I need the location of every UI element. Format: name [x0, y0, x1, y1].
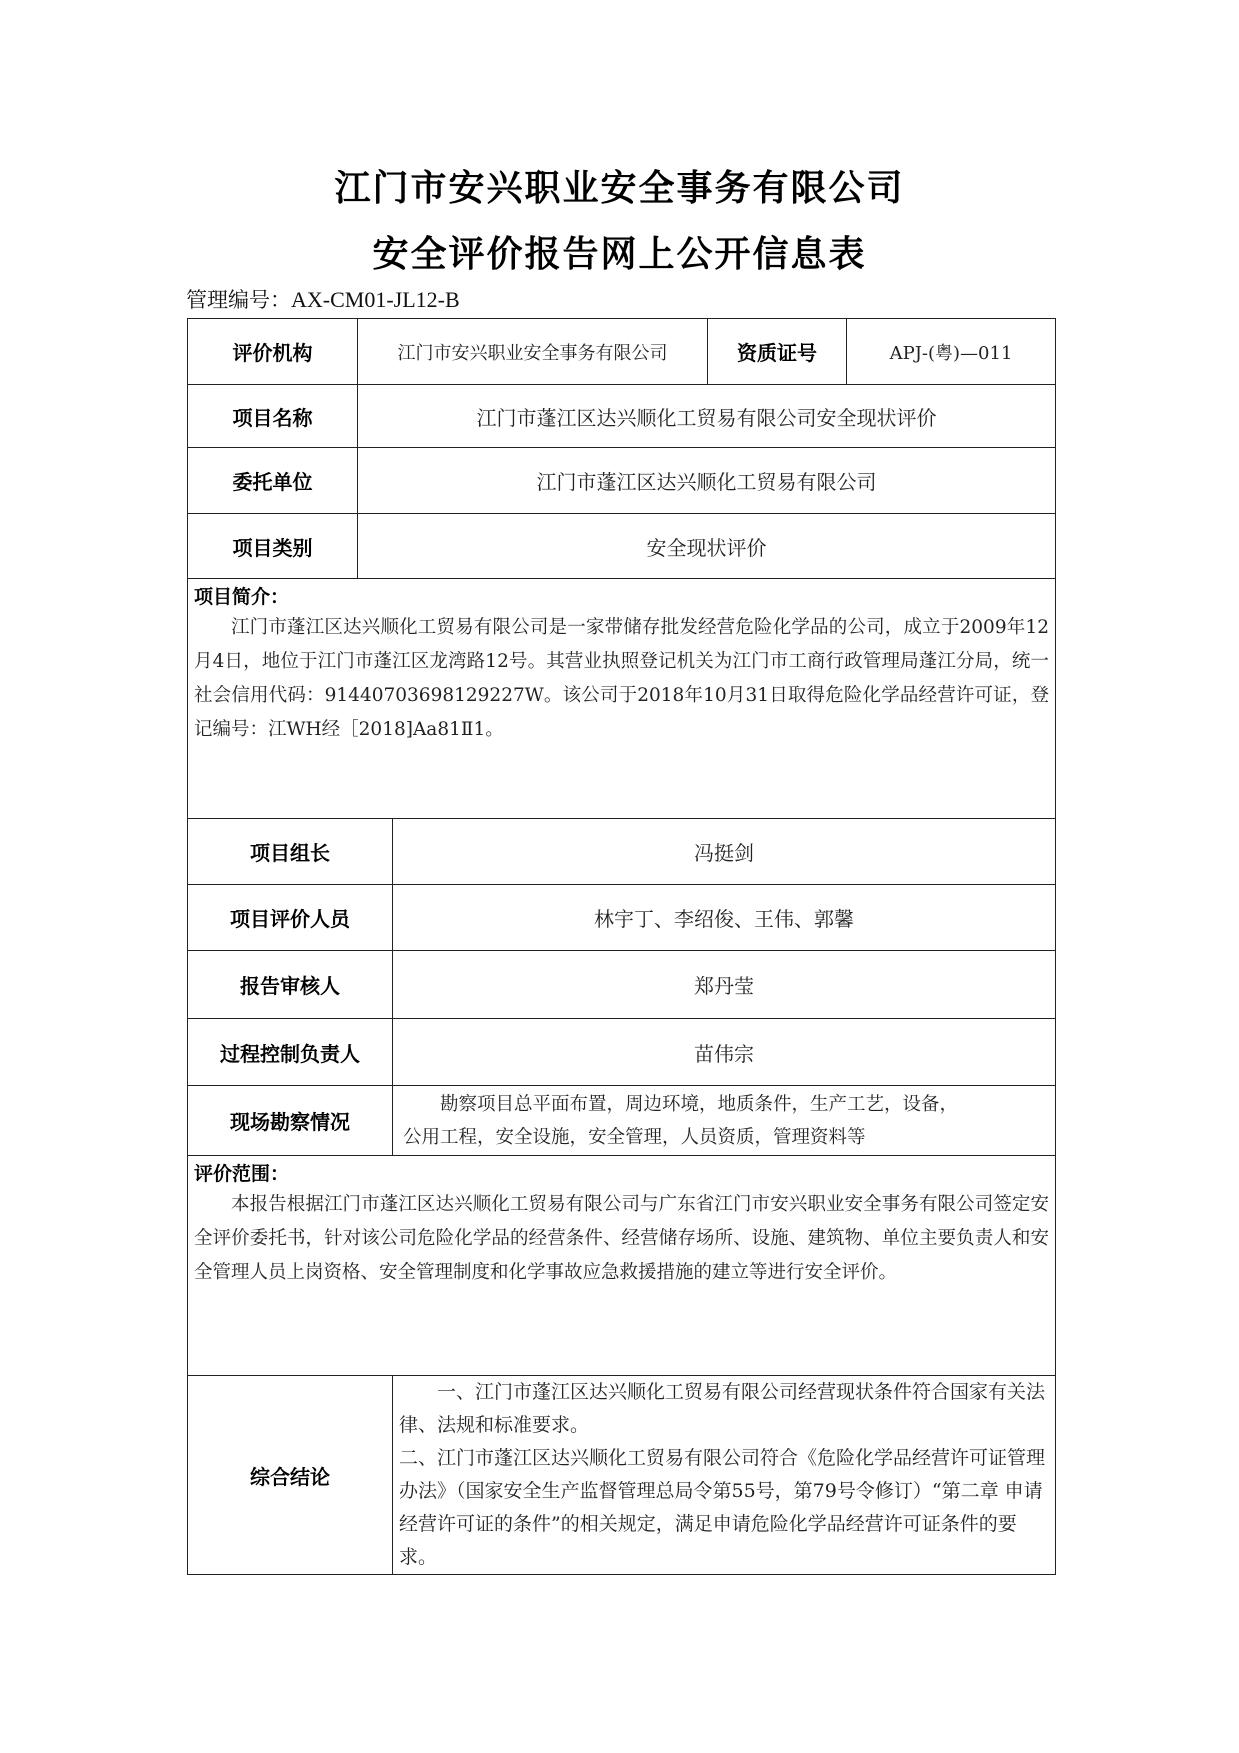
site-survey-label: 现场勘察情况 — [188, 1086, 393, 1156]
form-title: 安全评价报告网上公开信息表 — [372, 234, 867, 275]
cert-value: APJ-(粤)—011 — [847, 319, 1056, 385]
conclusion-value — [393, 1376, 1056, 1575]
info-table — [187, 318, 1056, 1575]
scope-heading: 评价范围： — [194, 1163, 290, 1185]
evaluators-label: 项目评价人员 — [188, 885, 393, 951]
intro-block — [188, 579, 1056, 819]
category-label: 项目类别 — [188, 514, 358, 579]
category-value: 安全现状评价 — [358, 514, 1056, 579]
reviewer-label: 报告审核人 — [188, 951, 393, 1019]
row-project-name — [188, 385, 1056, 448]
project-name-value: 江门市蓬江区达兴顺化工贸易有限公司安全现状评价 — [358, 385, 1056, 448]
leader-label: 项目组长 — [188, 819, 393, 885]
row-org — [188, 319, 1056, 385]
intro-heading: 项目简介： — [194, 586, 290, 608]
row-conclusion — [188, 1376, 1056, 1575]
row-client — [188, 448, 1056, 514]
row-category — [188, 514, 1056, 579]
project-name-label: 项目名称 — [188, 385, 358, 448]
row-evaluators — [188, 885, 1056, 951]
row-reviewer — [188, 951, 1056, 1019]
row-scope — [188, 1156, 1056, 1376]
row-intro — [188, 579, 1056, 819]
leader-value: 冯挺剑 — [393, 819, 1056, 885]
site-survey-value — [393, 1086, 1056, 1156]
scope-text: 本报告根据江门市蓬江区达兴顺化工贸易有限公司与广东省江门市安兴职业安全事务有限公司签定安全评价委托书，针对该公司危险化学品的经营条件、经营储存场所、设施、建筑物、单位主要负责人和安全管理人员上岗资格、安全管理制度和化学事故应急救援措施的建立等进行安全评价。 — [194, 1194, 1050, 1283]
conclusion-para-1: 一、江门市蓬江区达兴顺化工贸易有限公司经营现状条件符合国家有关法律、法规和标准要求。 — [399, 1381, 1046, 1436]
intro-text: 江门市蓬江区达兴顺化工贸易有限公司是一家带储存批发经营危险化学品的公司，成立于2009年12月4日，地位于江门市蓬江区龙湾路12号。其营业执照登记机关为江门市工商行政管理局蓬江分局，统一社会信用代码：91440703698129227W。该公司于2018年10月31日取得危险化学品经营许可证，登记编号：江WH经［2018]Aa81Ⅱ1。 — [194, 617, 1050, 740]
row-process-control — [188, 1019, 1056, 1086]
conclusion-para-2: 二、江门市蓬江区达兴顺化工贸易有限公司符合《危险化学品经营许可证管理办法》（国家安全生产监督管理总局令第55号，第79号令修订）“第二章 申请经营许可证的条件”的相关规定，满足申请危险化学品经营许可证条件的要求。 — [399, 1447, 1046, 1568]
evaluators-value: 林宇丁、李绍俊、王伟、郭馨 — [393, 885, 1056, 951]
site-survey-line-1: 勘察项目总平面布置，周边环境，地质条件，生产工艺，设备， — [440, 1093, 959, 1115]
conclusion-label: 综合结论 — [188, 1376, 393, 1575]
site-survey-line-2: 公用工程，安全设施，安全管理，人员资质，管理资料等 — [403, 1126, 866, 1148]
org-value: 江门市安兴职业安全事务有限公司 — [358, 319, 708, 385]
company-title: 江门市安兴职业安全事务有限公司 — [334, 168, 905, 209]
client-value: 江门市蓬江区达兴顺化工贸易有限公司 — [358, 448, 1056, 514]
row-site-survey — [188, 1086, 1056, 1156]
scope-block — [188, 1156, 1056, 1376]
management-number-value: AX-CM01-JL12-B — [291, 287, 460, 312]
org-label: 评价机构 — [188, 319, 358, 385]
process-control-label: 过程控制负责人 — [188, 1019, 393, 1086]
process-control-value: 苗伟宗 — [393, 1019, 1056, 1086]
row-leader — [188, 819, 1056, 885]
reviewer-value: 郑丹莹 — [393, 951, 1056, 1019]
client-label: 委托单位 — [188, 448, 358, 514]
management-number-label: 管理编号： — [186, 288, 291, 312]
management-number — [186, 284, 460, 314]
cert-label: 资质证号 — [708, 319, 847, 385]
